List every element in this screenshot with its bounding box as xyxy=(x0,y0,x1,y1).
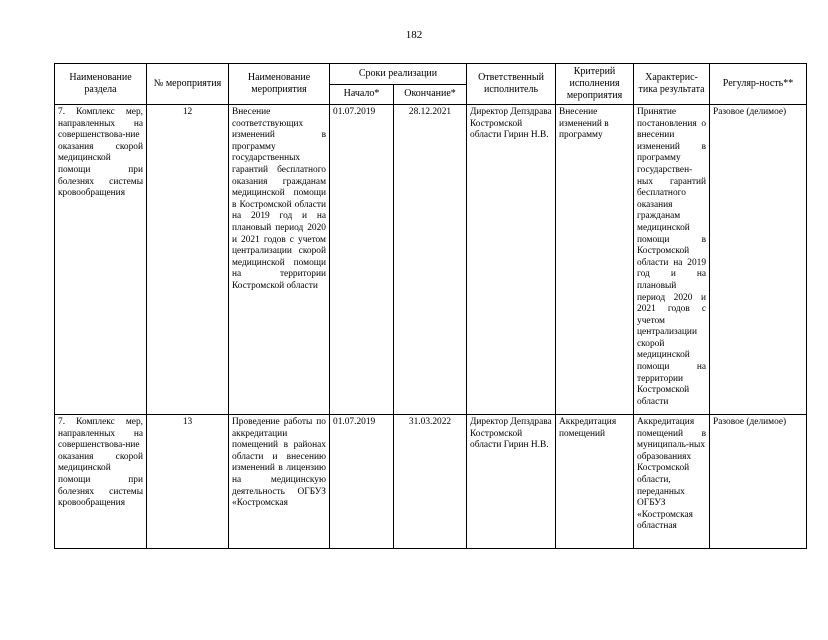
cell-executor: Директор Депздрава Костромской области Гирин Н.В. xyxy=(467,415,556,549)
header-section-name: Наименование раздела xyxy=(55,64,147,105)
table-row xyxy=(55,415,807,549)
cell-regularity: Разовое (делимое) xyxy=(710,105,807,415)
cell-start: 01.07.2019 xyxy=(330,415,394,549)
table-row xyxy=(55,105,807,415)
cell-result: Аккредитация помещений в муниципаль-ных образованиях Костромской области, переданных ОГБУЗ «Костромская областная xyxy=(634,415,710,549)
table-header xyxy=(55,64,807,105)
page-number: 182 xyxy=(405,29,423,41)
header-result: Характерис-тика результата xyxy=(634,64,710,105)
cell-regularity: Разовое (делимое) xyxy=(710,415,807,549)
cell-section: 7. Комплекс мер, направленных на совершенствова-ние оказания скорой медицинской помощи при болезнях системы кровообращения xyxy=(55,105,147,415)
cell-criterion: Внесение изменений в программу xyxy=(556,105,634,415)
cell-event: Внесение соответствующих изменений в программу государственных гарантий бесплатного оказания гражданам медицинской помощи в Костромской области на 2019 год и на плановый период 2020 и 2021 годов с учетом централизации скорой медицинской помощи на территории Костромской области xyxy=(229,105,330,415)
header-event-name: Наименование мероприятия xyxy=(229,64,330,105)
cell-number: 13 xyxy=(147,415,229,549)
cell-start: 01.07.2019 xyxy=(330,105,394,415)
cell-result: Принятие постановления о внесении изменений в программу государствен-ных гарантий бесплатного оказания гражданам медицинской помощи в Костромской области на 2019 год и на плановый период 2020 и 2021 годов с учетом централизации скорой медицинской помощи на территории Костромской области xyxy=(634,105,710,415)
cell-end: 28.12.2021 xyxy=(394,105,467,415)
header-end: Окончание* xyxy=(394,84,467,105)
cell-criterion: Аккредитация помещений xyxy=(556,415,634,549)
header-regularity: Регуляр-ность** xyxy=(710,64,807,105)
header-executor: Ответственный исполнитель xyxy=(467,64,556,105)
cell-executor: Директор Депздрава Костромской области Гирин Н.В. xyxy=(467,105,556,415)
plan-table xyxy=(54,63,807,549)
cell-number: 12 xyxy=(147,105,229,415)
header-event-number: № мероприятия xyxy=(147,64,229,105)
header-criterion: Критерий исполнения мероприятия xyxy=(556,64,634,105)
cell-end: 31.03.2022 xyxy=(394,415,467,549)
cell-section: 7. Комплекс мер, направленных на совершенствова-ние оказания скорой медицинской помощи при болезнях системы кровообращения xyxy=(55,415,147,549)
header-deadlines: Сроки реализации xyxy=(330,64,467,85)
cell-event: Проведение работы по аккредитации помещений в районах области и внесению изменений в лицензию на медицинскую деятельность ОГБУЗ «Костромская xyxy=(229,415,330,549)
header-start: Начало* xyxy=(330,84,394,105)
